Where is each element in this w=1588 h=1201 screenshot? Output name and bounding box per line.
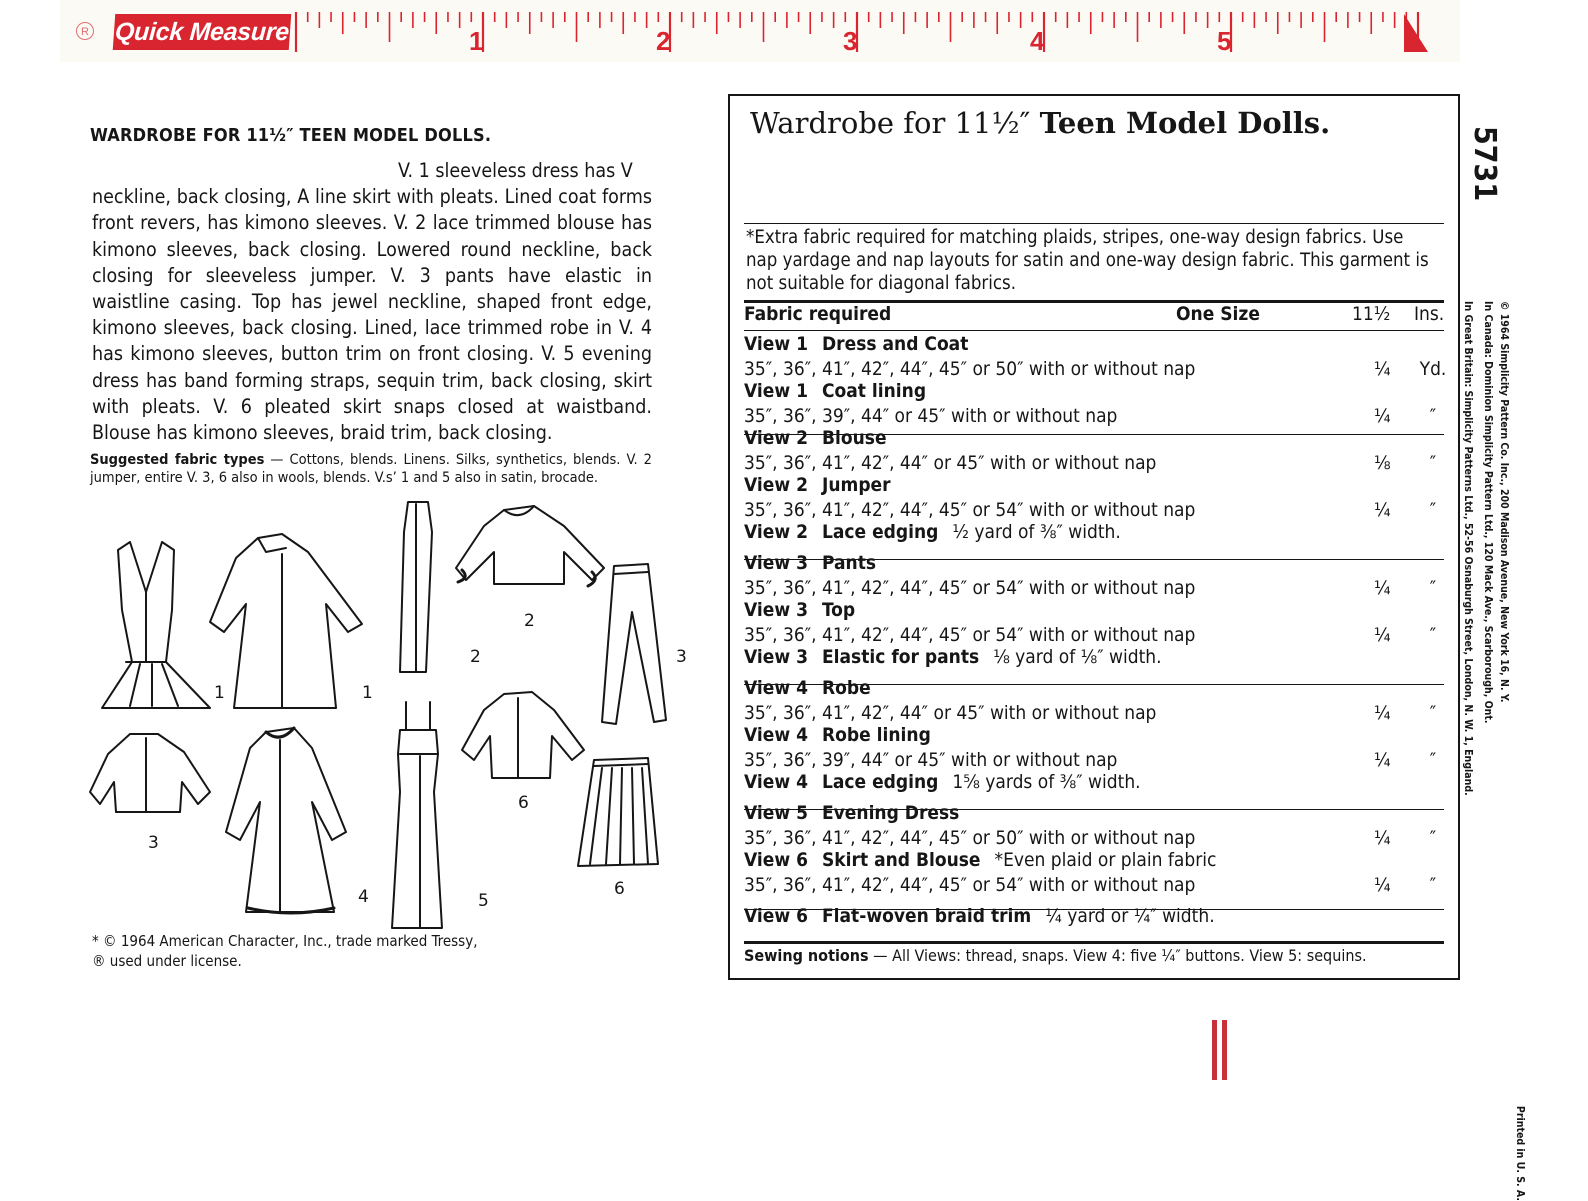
garment-item: Evening Dress	[821, 802, 960, 824]
illustration-label: 4	[358, 887, 369, 907]
fabric-notes: *Extra fabric required for matching plaids, stripes, one-way design fabrics. Use nap yardage and nap layouts for satin and one-way design fabric. This garment is not suitable for diagonal fabrics.	[746, 227, 1429, 294]
illustration-label: 3	[148, 833, 159, 853]
garment-item: Top	[821, 599, 856, 621]
illustration-label: 1	[214, 683, 225, 703]
yardage-unit: ″	[1429, 749, 1437, 771]
fabric-width-row	[744, 576, 1444, 600]
ruler-number: 1	[469, 26, 484, 56]
fabric-widths: 35″, 36″, 41″, 42″, 44″ or 45″ with or without nap	[744, 452, 1157, 474]
fabric-types-label: Suggested fabric types	[90, 452, 265, 468]
yardage-amount: ¼	[1374, 749, 1391, 771]
description-lead: V. 1 sleeveless dress has V	[398, 159, 633, 182]
fabric-widths: 35″, 36″, 41″, 42″, 44″, 45″ or 54″ with or without nap	[744, 874, 1196, 896]
view-label: View 2	[744, 521, 808, 543]
yardage-unit: ″	[1429, 624, 1437, 646]
sewing-notions	[744, 946, 1444, 966]
sewing-notions-label: Sewing notions	[744, 946, 869, 965]
illustration-view6-blouse	[462, 692, 584, 778]
garment-item: Skirt and Blouse	[821, 849, 981, 871]
ruler-number: 5	[1217, 26, 1232, 56]
illustration-view1-coat	[210, 534, 362, 708]
garment-item: Coat lining	[821, 380, 927, 402]
view-heading-row	[744, 332, 1444, 356]
yardage-unit: ″	[1429, 827, 1437, 849]
side-text-canada: In Canada: Dominion Simplicity Pattern Ltd., 120 Mack Ave., Scarborough, Ont.	[1482, 301, 1494, 724]
yardage-amount: ⅛	[1374, 452, 1391, 474]
side-text-printed: Printed in U. S. A.	[1514, 1105, 1526, 1201]
panel-title: Wardrobe for 11½″ Teen Model Dolls.	[750, 106, 1331, 140]
yardage-amount: ¼	[1374, 702, 1391, 724]
ruler-end-arrow	[1404, 14, 1428, 52]
illustration-label: 2	[524, 611, 535, 631]
view-heading-row	[744, 801, 1444, 825]
description-body: neckline, back closing, A line skirt with pleats. Lined coat forms front revers, has kimono sleeves. V. 2 lace trimmed blouse has kimono sleeves, back closing. Lowered round neckline, back closing for sleeveless jumper. V. 3 pants have elastic in waistline casing. Top has jewel neckline, shaped front edge, kimono sleeves, back closing. Lined, lace trimmed robe in V. 4 has kimono sleeves, button trim on front closing. V. 5 evening dress has band forming straps, sequin trim, back closing, skirt with pleats. V. 6 pleated skirt snaps closed at waistband. Blouse has kimono sleeves, braid trim, back closing.	[92, 185, 652, 445]
fabric-width-row	[744, 451, 1444, 475]
illustration-label: 2	[470, 647, 481, 667]
view-label: View 1	[744, 333, 808, 355]
registered-mark: R	[76, 22, 94, 40]
divider	[744, 330, 1444, 331]
item-note: ⅛ yard of ⅛″ width.	[993, 646, 1162, 668]
sewing-notions-text: — All Views: thread, snaps. View 4: five ¼″ buttons. View 5: sequins.	[868, 946, 1367, 965]
view-label: View 6	[744, 849, 808, 871]
ruler-number: 4	[1030, 26, 1045, 56]
view-label: View 3	[744, 599, 808, 621]
view-heading-row	[744, 551, 1444, 575]
illustration-view3-top	[90, 734, 210, 812]
yardage-amount: ¼	[1374, 358, 1391, 380]
illustration-label: 6	[518, 793, 529, 813]
description	[92, 158, 652, 446]
fabric-width-row	[744, 404, 1444, 428]
garment-item: Elastic for pants	[821, 646, 980, 668]
view-heading-row	[744, 645, 1444, 669]
fabric-width-row	[744, 498, 1444, 522]
garment-item: Blouse	[821, 427, 887, 449]
view-heading-row	[744, 770, 1444, 794]
bottom-color-bars	[1212, 1020, 1234, 1080]
fabric-widths: 35″, 36″, 41″, 42″, 44″, 45″ or 54″ with or without nap	[744, 499, 1196, 521]
header-size: 11½	[1352, 303, 1391, 325]
fabric-width-row	[744, 748, 1444, 772]
view-label: View 1	[744, 380, 808, 402]
garment-item: Flat-woven braid trim	[821, 905, 1032, 927]
fabric-widths: 35″, 36″, 41″, 42″, 44″, 45″ or 50″ with or without nap	[744, 358, 1196, 380]
view-label: View 3	[744, 552, 808, 574]
view-label: View 6	[744, 905, 808, 927]
yardage-unit: ″	[1429, 499, 1437, 521]
header-fabric-required: Fabric required	[744, 303, 892, 325]
view-heading-row	[744, 426, 1444, 450]
view-heading-row	[744, 379, 1444, 403]
view-heading-row	[744, 520, 1444, 544]
view-label: View 2	[744, 427, 808, 449]
item-note: ¼ yard or ¼″ width.	[1045, 905, 1215, 927]
fabric-requirements-panel	[728, 94, 1460, 980]
view-heading-row	[744, 676, 1444, 700]
fabric-widths: 35″, 36″, 41″, 42″, 44″ or 45″ with or without nap	[744, 702, 1157, 724]
yardage-unit: ″	[1429, 702, 1437, 724]
illustration-view2-blouse	[456, 506, 604, 586]
yardage-unit: Yd.	[1419, 358, 1447, 380]
fabric-width-row	[744, 826, 1444, 850]
yardage-unit: ″	[1429, 874, 1437, 896]
view-heading-row	[744, 904, 1444, 928]
divider	[744, 684, 1444, 685]
view-label: View 5	[744, 802, 808, 824]
ruler-number: 3	[843, 26, 858, 56]
illustration-view6-skirt	[578, 758, 658, 866]
yardage-amount: ¼	[1374, 405, 1391, 427]
footnote-line: ® used under license.	[92, 952, 242, 970]
fabric-types-text: — Cottons, blends. Linens. Silks, synthetics, blends. V. 2 jumper, entire V. 3, 6 also in wools, blends. V.s’ 1 and 5 also in satin, brocade.	[90, 452, 652, 486]
item-note: *Even plaid or plain fabric	[994, 849, 1217, 871]
illustration-view4-robe	[226, 728, 346, 913]
fabric-widths: 35″, 36″, 39″, 44″ or 45″ with or without nap	[744, 405, 1118, 427]
yardage-amount: ¼	[1374, 874, 1391, 896]
view-label: View 4	[744, 677, 808, 699]
illustration-label: 5	[478, 891, 489, 911]
view-label: View 3	[744, 646, 808, 668]
ruler-number: 2	[656, 26, 671, 56]
garment-item: Lace edging	[821, 521, 939, 543]
garment-item: Robe lining	[821, 724, 931, 746]
view-heading-row	[744, 598, 1444, 622]
yardage-amount: ¼	[1374, 624, 1391, 646]
table-header	[744, 302, 1444, 326]
illustration-view2-jumper	[400, 502, 432, 672]
fabric-width-row	[744, 701, 1444, 725]
view-label: View 4	[744, 771, 808, 793]
fabric-width-row	[744, 623, 1444, 647]
view-label: View 2	[744, 474, 808, 496]
left-title: WARDROBE FOR 11½″ TEEN MODEL DOLLS.	[90, 125, 492, 146]
view-heading-row	[744, 723, 1444, 747]
ruler-scale	[0, 0, 1440, 62]
view-heading-row	[744, 848, 1444, 872]
item-note: ½ yard of ⅜″ width.	[952, 521, 1121, 543]
garment-item: Pants	[821, 552, 877, 574]
illustration-view1-dress	[102, 542, 210, 708]
side-text-copyright: © 1964 Simplicity Pattern Co. Inc., 200 Madison Avenue, New York 16, N. Y.	[1498, 301, 1510, 703]
divider	[744, 434, 1444, 435]
suggested-fabric-types	[90, 452, 652, 487]
yardage-amount: ¼	[1374, 827, 1391, 849]
divider	[744, 941, 1444, 944]
fabric-widths: 35″, 36″, 39″, 44″ or 45″ with or without nap	[744, 749, 1118, 771]
divider	[744, 223, 1444, 224]
divider	[744, 909, 1444, 910]
divider	[744, 559, 1444, 560]
garment-item: Jumper	[821, 474, 891, 496]
garment-item: Dress and Coat	[821, 333, 969, 355]
view-heading-row	[744, 473, 1444, 497]
fabric-width-row	[744, 873, 1444, 897]
view-label: View 4	[744, 724, 808, 746]
garment-illustrations	[86, 492, 706, 932]
illustration-label: 6	[614, 879, 625, 899]
quick-measure-badge: Quick Measure	[113, 14, 292, 50]
header-ins: Ins.	[1414, 303, 1445, 325]
illustration-view5-evening-dress	[392, 702, 442, 928]
yardage-amount: ¼	[1374, 499, 1391, 521]
yardage-unit: ″	[1429, 405, 1437, 427]
fabric-width-row	[744, 357, 1447, 381]
header-one-size: One Size	[1176, 303, 1260, 325]
fabric-widths: 35″, 36″, 41″, 42″, 44″, 45″ or 54″ with or without nap	[744, 577, 1196, 599]
illustration-label: 1	[362, 683, 373, 703]
side-text-great-britain: In Great Britain: Simplicity Patterns Ltd., 52-56 Osnaburgh Street, London, N. W. 1, England.	[1462, 301, 1474, 796]
illustration-view3-pants	[602, 564, 666, 724]
yardage-unit: ″	[1429, 577, 1437, 599]
fabric-widths: 35″, 36″, 41″, 42″, 44″, 45″ or 50″ with or without nap	[744, 827, 1196, 849]
divider	[744, 809, 1444, 810]
fabric-widths: 35″, 36″, 41″, 42″, 44″, 45″ or 54″ with or without nap	[744, 624, 1196, 646]
garment-item: Robe	[821, 677, 871, 699]
pattern-number: 5731	[1467, 126, 1502, 202]
footnote-line: * © 1964 American Character, Inc., trade marked Tressy,	[92, 932, 478, 950]
yardage-unit: ″	[1429, 452, 1437, 474]
garment-item: Lace edging	[821, 771, 939, 793]
yardage-amount: ¼	[1374, 577, 1391, 599]
copyright-footnote	[92, 931, 652, 971]
item-note: 1⅝ yards of ⅜″ width.	[952, 771, 1141, 793]
illustration-label: 3	[676, 647, 687, 667]
